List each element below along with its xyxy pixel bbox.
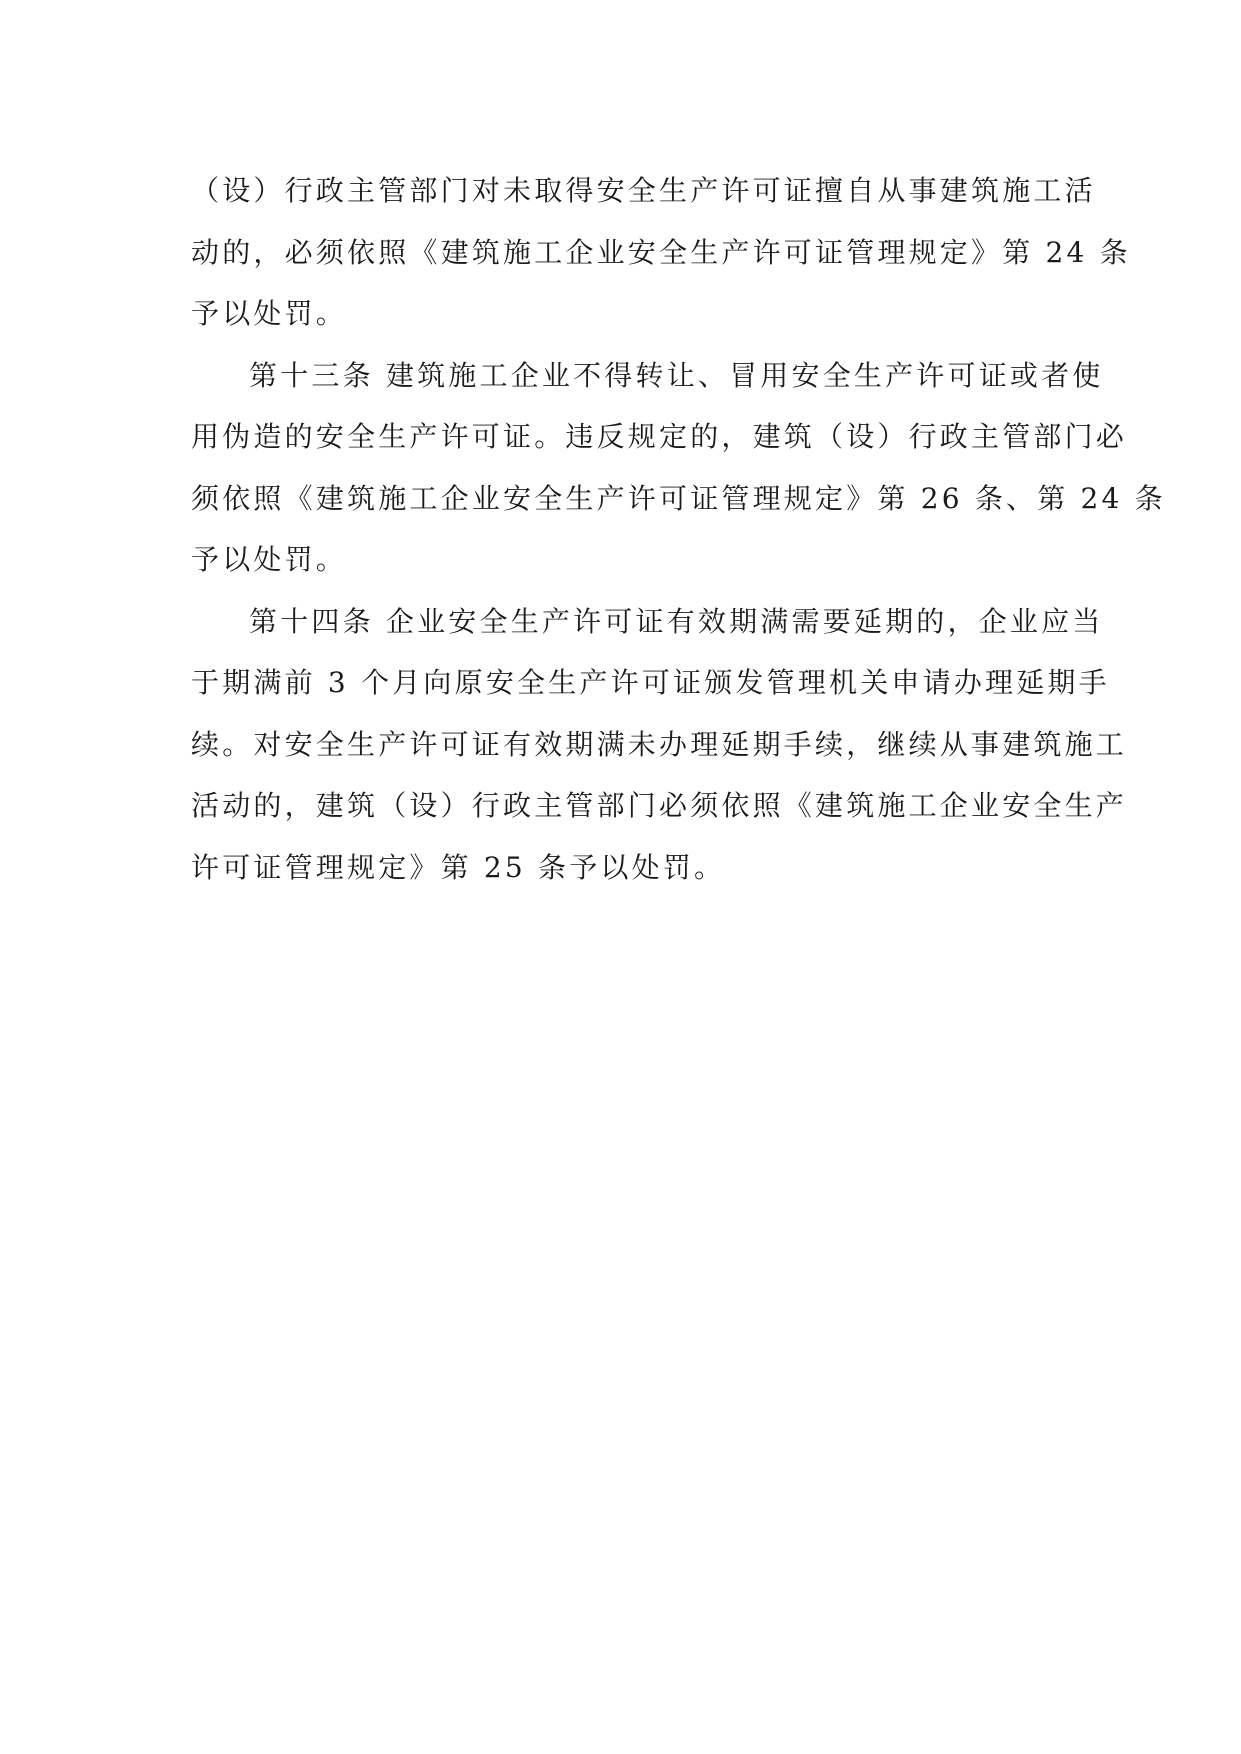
paragraph-article-14	[191, 591, 1128, 899]
text-line: 活动的，建筑（设）行政主管部门必须依照《建筑施工企业安全生产	[191, 789, 1128, 822]
text-line: 第十三条 建筑施工企业不得转让、冒用安全生产许可证或者使	[249, 358, 1104, 392]
paragraph-article-13	[191, 345, 1166, 591]
text-line: 于期满前 3 个月向原安全生产许可证颁发管理机关申请办理延期手	[191, 666, 1110, 699]
text-line: 须依照《建筑施工企业安全生产许可证管理规定》第 26 条、第 24 条	[191, 481, 1166, 515]
text-line: 动的，必须依照《建筑施工企业安全生产许可证管理规定》第 24 条	[191, 235, 1131, 269]
text-line: 第十四条 企业安全生产许可证有效期满需要延期的，企业应当	[249, 604, 1104, 638]
text-line: 用伪造的安全生产许可证。违反规定的，建筑（设）行政主管部门必	[191, 420, 1128, 453]
text-line: 予以处罚。	[191, 297, 348, 330]
text-line: 予以处罚。	[191, 543, 348, 576]
paragraph-continuation	[191, 160, 1131, 345]
text-line: 许可证管理规定》第 25 条予以处罚。	[191, 850, 726, 884]
text-line: 续。对安全生产许可证有效期满未办理延期手续，继续从事建筑施工	[191, 727, 1128, 761]
document-body	[191, 160, 1166, 898]
text-line: （设）行政主管部门对未取得安全生产许可证擅自从事建筑施工活	[191, 174, 1096, 207]
